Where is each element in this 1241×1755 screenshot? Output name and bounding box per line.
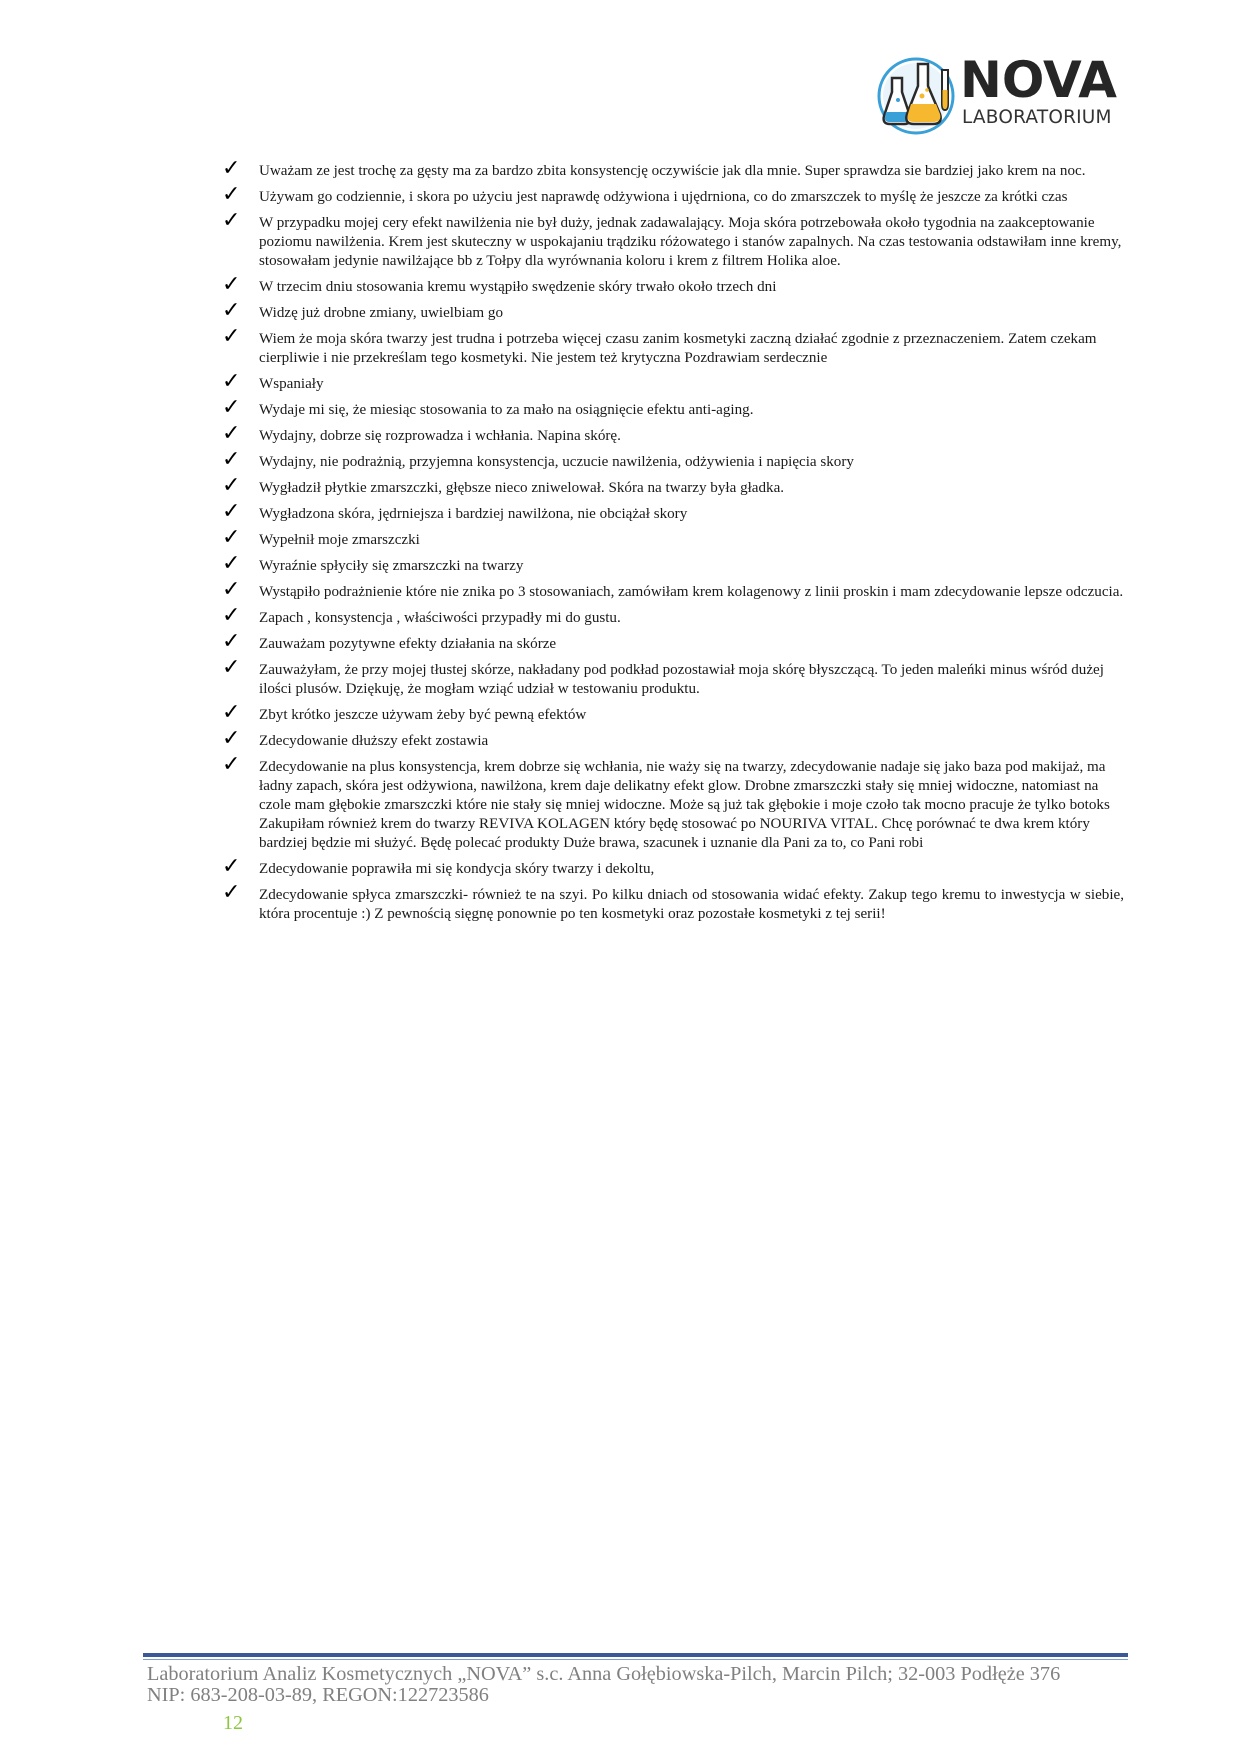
list-item bbox=[222, 324, 1124, 368]
list-item bbox=[222, 499, 1124, 524]
list-item-text: Zauważam pozytywne efekty działania na skórze bbox=[259, 636, 557, 652]
list-item bbox=[222, 700, 1124, 725]
checkmark-icon: ✓ bbox=[222, 298, 241, 323]
checkmark-icon: ✓ bbox=[222, 447, 241, 472]
list-item bbox=[222, 421, 1124, 446]
list-item-text: Wyraźnie spłyciły się zmarszczki na twarzy bbox=[259, 558, 524, 574]
list-item bbox=[222, 473, 1124, 498]
footer-divider bbox=[143, 1653, 1128, 1657]
list-item bbox=[222, 208, 1124, 271]
checkmark-icon: ✓ bbox=[222, 208, 241, 233]
checkmark-icon: ✓ bbox=[222, 421, 241, 446]
checkmark-icon: ✓ bbox=[222, 726, 241, 751]
list-item bbox=[222, 655, 1124, 699]
company-logo bbox=[876, 51, 1118, 138]
checkmark-icon: ✓ bbox=[222, 182, 241, 207]
checkmark-icon: ✓ bbox=[222, 395, 241, 420]
list-item bbox=[222, 629, 1124, 654]
list-item bbox=[222, 854, 1124, 879]
checkmark-icon: ✓ bbox=[222, 603, 241, 628]
list-item-text: Wydajny, dobrze się rozprowadza i wchłania. Napina skórę. bbox=[259, 428, 621, 444]
list-item-text: Wygładzona skóra, jędrniejsza i bardziej nawilżona, nie obciążał skory bbox=[259, 506, 688, 522]
page-number: 12 bbox=[223, 1712, 243, 1734]
list-item-text: Zapach , konsystencja , właściwości przypadły mi do gustu. bbox=[259, 610, 621, 626]
list-item-text: Zdecydowanie poprawiła mi się kondycja skóry twarzy i dekoltu, bbox=[259, 861, 655, 877]
list-item bbox=[222, 298, 1124, 323]
list-item-text: Wspaniały bbox=[259, 376, 324, 392]
list-item bbox=[222, 577, 1124, 602]
checkmark-icon: ✓ bbox=[222, 369, 241, 394]
checkmark-icon: ✓ bbox=[222, 700, 241, 725]
list-item-text: Wystąpiło podrażnienie które nie znika po 3 stosowaniach, zamówiłam krem kolagenowy z linii proskin i mam zdecydowanie lepsze odczucia. bbox=[259, 584, 1124, 600]
footer bbox=[147, 1664, 1137, 1706]
list-item bbox=[222, 551, 1124, 576]
checkmark-icon: ✓ bbox=[222, 156, 241, 181]
list-item-text: Uważam ze jest trochę za gęsty ma za bardzo zbita konsystencję oczywiście jak dla mnie. Super sprawdza sie bardziej jako krem na noc. bbox=[259, 163, 1086, 179]
list-item-text: Wygładził płytkie zmarszczki, głębsze nieco zniwelował. Skóra na twarzy była gładka. bbox=[259, 480, 785, 496]
logo-text-nova: NOVA bbox=[960, 51, 1118, 109]
checkmark-icon: ✓ bbox=[222, 324, 241, 349]
list-item-text: Zdecydowanie dłuższy efekt zostawia bbox=[259, 733, 489, 749]
list-item-text: W trzecim dniu stosowania kremu wystąpiło swędzenie skóry trwało około trzech dni bbox=[259, 279, 777, 295]
list-item-text: Widzę już drobne zmiany, uwielbiam go bbox=[259, 305, 504, 321]
list-item-text: Wypełnił moje zmarszczki bbox=[259, 532, 420, 548]
list-item bbox=[222, 272, 1124, 297]
checkmark-icon: ✓ bbox=[222, 272, 241, 297]
list-item-text: Zdecydowanie na plus konsystencja, krem dobrze się wchłania, nie waży się na twarzy, zdecydowanie nadaje się jako baza pod makijaż, ma ładny zapach, skóra jest odżywiona, nawilżona, krem daje delikatny efekt glow. Drobne zmarszczki stały się mniej widoczne, natomiast na czole mam głębokie zmarszczki które nie stały się mniej widoczne. Może są już tak głębokie i moje czoło tak mocno pracuje że tylko botoks Zakupiłam również krem do twarzy REVIVA KOLAGEN który będę stosować po NOURIVA VITAL. Chcę porównać te dwa krem który bardziej będzie mi służyć. Będę polecać produkty Duże brawa, szacunek i uznanie dla Pani za to, co Pani robi bbox=[259, 759, 1110, 851]
list-item bbox=[222, 880, 1124, 924]
footer-registration: NIP: 683-208-03-89, REGON:122723586 bbox=[147, 1684, 489, 1706]
list-item bbox=[222, 603, 1124, 628]
footer-divider-thin bbox=[143, 1659, 1128, 1660]
list-item bbox=[222, 369, 1124, 394]
list-item bbox=[222, 395, 1124, 420]
review-list bbox=[222, 156, 1124, 931]
list-item bbox=[222, 447, 1124, 472]
list-item bbox=[222, 752, 1124, 853]
checkmark-icon: ✓ bbox=[222, 655, 241, 680]
list-item-text: Wydajny, nie podrażnią, przyjemna konsystencja, uczucie nawilżenia, odżywienia i napięcia skory bbox=[259, 454, 854, 470]
checkmark-icon: ✓ bbox=[222, 473, 241, 498]
checkmark-icon: ✓ bbox=[222, 880, 241, 905]
checkmark-icon: ✓ bbox=[222, 577, 241, 602]
list-item bbox=[222, 156, 1124, 181]
list-item bbox=[222, 726, 1124, 751]
list-item bbox=[222, 525, 1124, 550]
checkmark-icon: ✓ bbox=[222, 854, 241, 879]
list-item-text: Wydaje mi się, że miesiąc stosowania to za mało na osiągnięcie efektu anti-aging. bbox=[259, 402, 754, 418]
footer-address: Laboratorium Analiz Kosmetycznych „NOVA” s.c. Anna Gołębiowska-Pilch, Marcin Pilch; 32-003 Podłęże 376 bbox=[147, 1663, 1061, 1685]
list-item-text: Wiem że moja skóra twarzy jest trudna i potrzeba więcej czasu zanim kosmetyki zaczną działać zgodnie z przeznaczeniem. Zatem czekam cierpliwie i nie przekreślam tego kosmetyki. Nie jestem też krytyczna Pozdrawiam serdecznie bbox=[259, 331, 1097, 366]
checkmark-icon: ✓ bbox=[222, 525, 241, 550]
list-item-text: Używam go codziennie, i skora po użyciu jest naprawdę odżywiona i ujędrniona, co do zmarszczek to myślę że jeszcze za krótki czas bbox=[259, 189, 1068, 205]
list-item bbox=[222, 182, 1124, 207]
lab-flask-icon bbox=[876, 56, 956, 136]
list-item-text: Zdecydowanie spłyca zmarszczki- również te na szyi. Po kilku dniach od stosowania widać efekty. Zakup tego kremu to inwestycja w siebie, która procentuje :) Z pewnością sięgnę ponownie po ten kosmetyki oraz pozostałe kosmetyki z tej serii! bbox=[259, 887, 1124, 922]
checkmark-icon: ✓ bbox=[222, 499, 241, 524]
list-item-text: Zbyt krótko jeszcze używam żeby być pewną efektów bbox=[259, 707, 587, 723]
logo-text-laboratorium: LABORATORIUM bbox=[962, 107, 1112, 128]
checkmark-icon: ✓ bbox=[222, 629, 241, 654]
checkmark-icon: ✓ bbox=[222, 551, 241, 576]
checkmark-icon: ✓ bbox=[222, 752, 241, 777]
list-item-text: W przypadku mojej cery efekt nawilżenia nie był duży, jednak zadawalający. Moja skóra potrzebowała około tygodnia na zaakceptowanie poziomu nawilżenia. Krem jest skuteczny w uspokajaniu trądziku różowatego i stanów zapalnych. Na czas testowania odstawiłam inne kremy, stosowałam jedynie nawilżające bb z Tołpy dla wyrównania koloru i krem z filtrem Holika aloe. bbox=[259, 215, 1122, 269]
list-item-text: Zauważyłam, że przy mojej tłustej skórze, nakładany pod podkład pozostawiał moja skórę błyszczącą. To jeden maleńki minus wśród dużej ilości plusów. Dziękuję, że mogłam wziąć udział w testowaniu produktu. bbox=[259, 662, 1104, 697]
